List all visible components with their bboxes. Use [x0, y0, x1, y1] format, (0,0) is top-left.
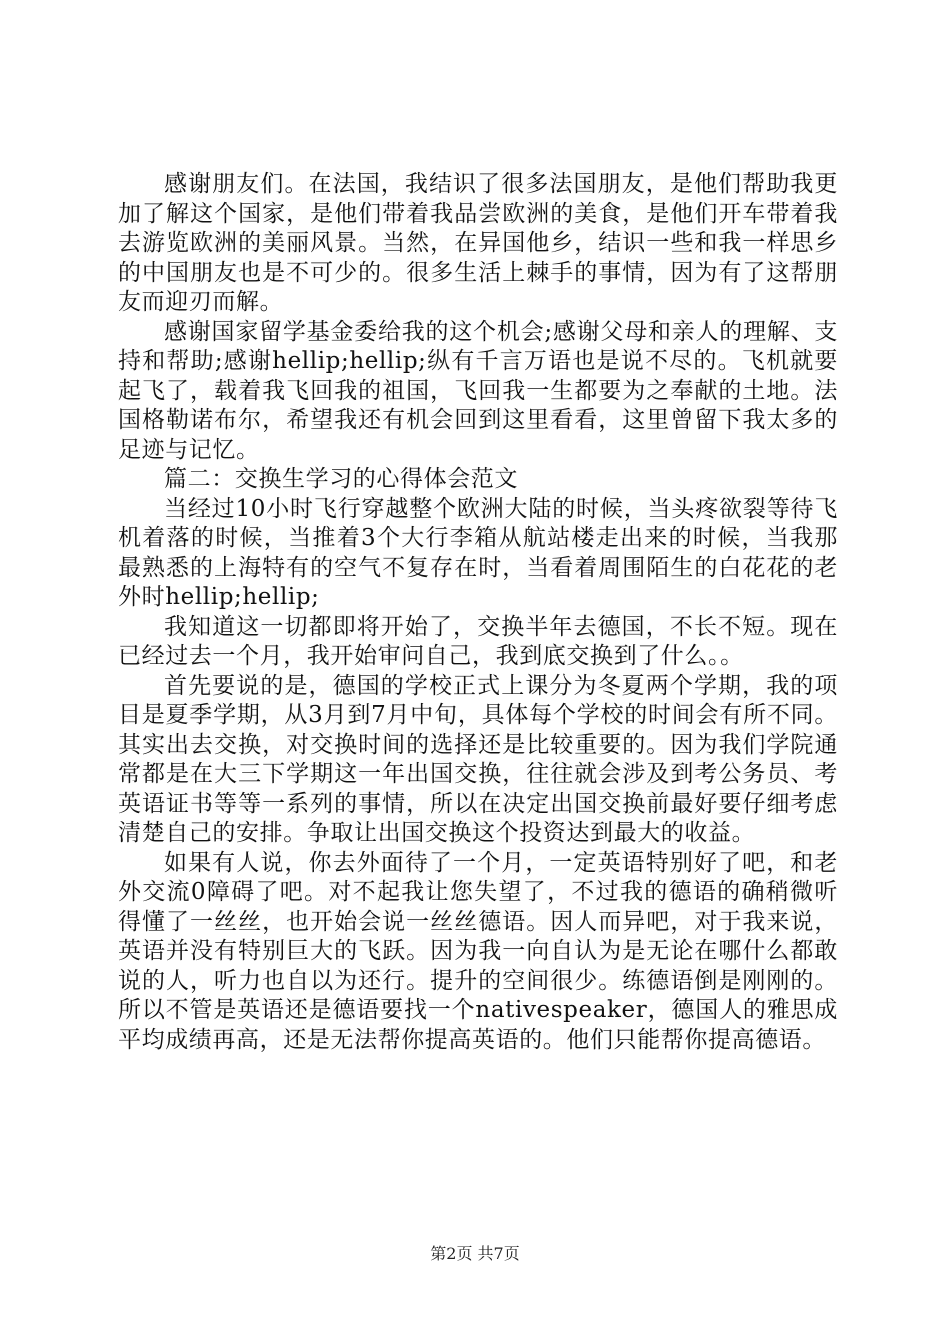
section-heading: 篇二：交换生学习的心得体会范文: [164, 466, 518, 492]
document-body: [118, 170, 838, 1055]
paragraph-semester: 首先要说的是，德国的学校正式上课分为冬夏两个学期，我的项目是夏季学期，从3月到7月中旬，具体每个学校的时间会有所不同。其实出去交换，对交换时间的选择还是比较重要的。因为我们学院通常都是在大三下学期这一年出国交换，往往就会涉及到考公务员、考英语证书等等一系列的事情，所以在决定出国交换前最好要仔细考虑清楚自己的安排。争取让出国交换这个投资达到最大的收益。: [118, 672, 838, 846]
page-number-footer: 第2页 共7页: [430, 1244, 520, 1263]
paragraph-language: 如果有人说，你去外面待了一个月，一定英语特别好了吧，和老外交流0障碍了吧。对不起我让您失望了，不过我的德语的确稍微听得懂了一丝丝，也开始会说一丝丝德语。因人而异吧，对于我来说，英语并没有特别巨大的飞跃。因为我一向自认为是无论在哪什么都敢说的人，听力也自以为还行。提升的空间很少。练德语倒是刚刚的。所以不管是英语还是德语要找一个nativespeaker，德国人的雅思成平均成绩再高，还是无法帮你提高英语的。他们只能帮你提高德语。: [118, 849, 838, 1053]
paragraph-reflection: 我知道这一切都即将开始了，交换半年去德国，不长不短。现在已经过去一个月，我开始审问自己，我到底交换到了什么。。: [118, 613, 838, 669]
paragraph-thanks-foundation: 感谢国家留学基金委给我的这个机会;感谢父母和亲人的理解、支持和帮助;感谢hellip;hellip;纵有千言万语也是说不尽的。飞机就要起飞了，载着我飞回我的祖国，飞回我一生都要为之奉献的土地。法国格勒诺布尔，希望我还有机会回到这里看看，这里曾留下我太多的足迹与记忆。: [118, 318, 838, 463]
paragraph-thanks-friends: 感谢朋友们。在法国，我结识了很多法国朋友，是他们帮助我更加了解这个国家，是他们带着我品尝欧洲的美食，是他们开车带着我去游览欧洲的美丽风景。当然，在异国他乡，结识一些和我一样思乡的中国朋友也是不可少的。很多生活上棘手的事情，因为有了这帮朋友而迎刃而解。: [118, 171, 838, 315]
paragraph-arrival: 当经过10小时飞行穿越整个欧洲大陆的时候，当头疼欲裂等待飞机着落的时候，当推着3个大行李箱从航站楼走出来的时候，当我那最熟悉的上海特有的空气不复存在时，当看着周围陌生的白花花的老外时hellip;hellip;: [118, 495, 838, 610]
